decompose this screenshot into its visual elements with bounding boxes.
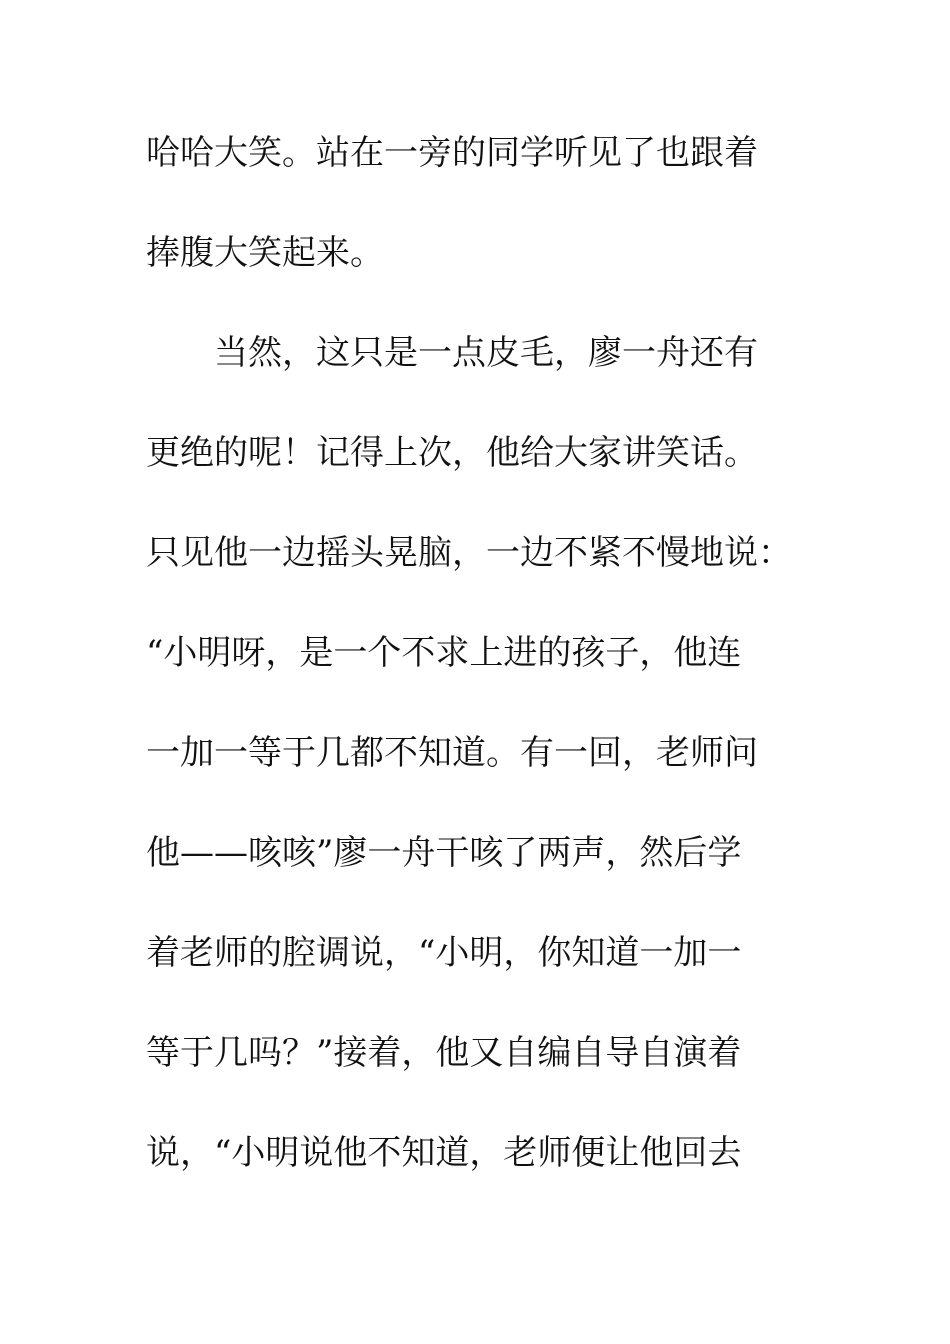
text-line: “小明呀，是一个不求上进的孩子，他连 (146, 633, 742, 673)
text-line: 他——咳咳”廖一舟干咳了两声，然后学 (146, 833, 742, 873)
text-line: 说，“小明说他不知道，老师便让他回去 (146, 1133, 742, 1173)
text-line: 着老师的腔调说，“小明，你知道一加一 (146, 933, 742, 973)
paragraph-start-line: 当然，这只是一点皮毛，廖一舟还有 (146, 333, 758, 373)
text-line: 更绝的呢！记得上次，他给大家讲笑话。 (146, 433, 758, 473)
text-line: 只见他一边摇头晃脑，一边不紧不慢地说： (146, 533, 792, 573)
text-line: 哈哈大笑。站在一旁的同学听见了也跟着 (146, 133, 758, 173)
text-line: 一加一等于几都不知道。有一回，老师问 (146, 733, 758, 773)
text-line: 捧腹大笑起来。 (146, 233, 384, 273)
text-line: 等于几吗？”接着，他又自编自导自演着 (146, 1033, 742, 1073)
